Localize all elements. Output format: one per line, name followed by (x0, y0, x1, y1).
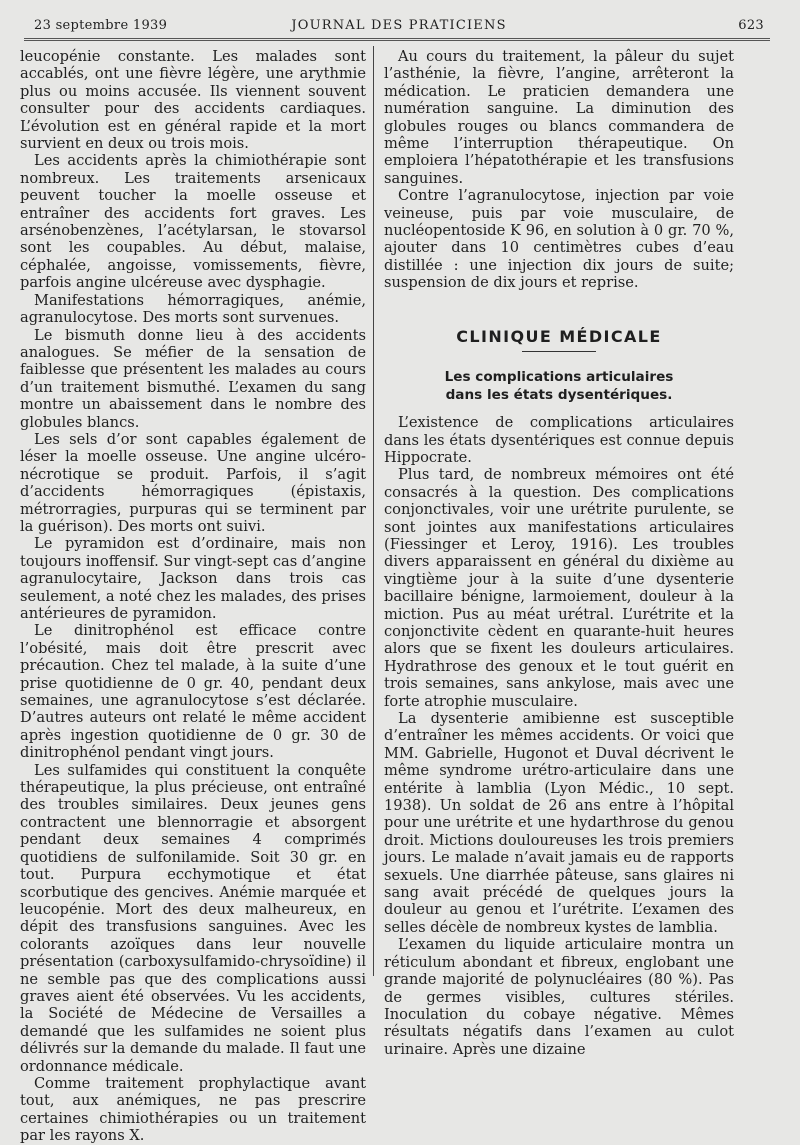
section-rule (522, 351, 596, 352)
header-page-number: 623 (738, 18, 764, 33)
running-header (34, 16, 764, 38)
right-column (384, 48, 734, 1058)
header-journal-title: JOURNAL DES PRATICIENS (291, 18, 507, 33)
paragraph: Manifestations hémorragiques, anémie, agranulocytose. Des morts sont survenues. (20, 291, 366, 327)
article-title-line: Les complications articulaires (444, 369, 674, 386)
column-divider (373, 46, 374, 976)
paragraph: Plus tard, de nombreux mémoires ont été consacrés à la question. Des complications conjonctivales, voir une urétrite purulente, se sont jointes aux manifestations articulaires (Fiessinger et Leroy, 1916). Les troubles divers apparaissent en général du dixième au vingtième jour à la suite d’une dysenterie bacillaire bénigne, larmoiement, douleur à la miction. Pus au méat urétral. L’urétrite et la conjonctivite cèdent en quarante-huit heures alors que se fixent les douleurs articulaires. Hydrathrose des genoux et le tout guérit en trois semaines, sans ankylose, mais avec une forte atrophie musculaire. (384, 466, 734, 710)
article-title-line: dans les états dysentériques. (445, 387, 673, 404)
paragraph: Les sulfamides qui constituent la conquête thérapeutique, la plus précieuse, ont entraîné des troubles similaires. Deux jeunes gens contractent une blennorragie et absorgent pendant deux semaines 4 comprimés quotidiens de sulfonilamide. Soit 30 gr. en tout. Purpura ecchymotique et état scorbutique des gencives. Anémie marquée et leucopénie. Mort des deux malheureux, en dépit des transfusions sanguines. Avec les colorants azoïques dans leur nouvelle présentation (carboxysulfamido-chrysoïdine) il ne semble pas que des complications aussi graves aient été observées. Vu les accidents, la Société de Médecine de Versailles a demandé que les sulfamides ne soient plus délivrés sur la demande du malade. Il faut une ordonnance médicale. (20, 761, 366, 1075)
paragraph: leucopénie constante. Les malades sont accablés, ont une fièvre légère, une arythmie plus ou moins accusée. Ils viennent souvent consulter pour des accidents cardiaques. L’évolution est en général rapide et la mort survient en deux ou trois mois. (20, 48, 366, 153)
header-rule (24, 38, 770, 41)
paragraph: Le pyramidon est d’ordinaire, mais non toujours inoffensif. Sur vingt-sept cas d’angine agranulocytaire, Jackson dans trois cas seulement, a noté chez les malades, des prises antérieures de pyramidon. (20, 535, 366, 622)
paragraph: Contre l’agranulocytose, injection par voie veineuse, puis par voie musculaire, de nucléopentoside K 96, en solution à 0 gr. 70 %, ajouter dans 10 centimètres cubes d’eau distillée : une injection dix jours de suite; suspension de dix jours et reprise. (384, 187, 734, 292)
left-column (20, 48, 366, 1145)
paragraph: Comme traitement prophylactique avant tout, aux anémiques, ne pas prescrire certaines chimiothérapies ou un traitement par les rayons X. (20, 1074, 366, 1145)
paragraph: Les sels d’or sont capables également de léser la moelle osseuse. Une angine ulcéro-nécrotique se produit. Parfois, il s’agit d’accidents hémorragiques (épistaxis, métrorragies, purpuras qui se terminent par la guérison). Des morts ont suivi. (20, 430, 366, 535)
paragraph: L’examen du liquide articulaire montra un réticulum abondant et fibreux, englobant une grande majorité de polynucléaires (80 %). Pas de germes visibles, cultures stériles. Inoculation du cobaye négative. Mêmes résultats négatifs dans l’examen au culot urinaire. Après une dizaine (384, 936, 734, 1058)
section-title: CLINIQUE MÉDICALE (456, 326, 662, 346)
paragraph: La dysenterie amibienne est susceptible d’entraîner les mêmes accidents. Or voici que MM. Gabrielle, Hugonot et Duval décrivent le même syndrome urétro-articulaire dans une entérite à lamblia (Lyon Médic., 10 sept. 1938). Un soldat de 26 ans entre à l’hôpital pour une urétrite et une hydarthrose du genou droit. Mictions douloureuses les trois premiers jours. Le malade n’avait jamais eu de rapports sexuels. Une diarrhée pâteuse, sans glaires ni sang avait précédé de quelques jours la douleur au genou et l’urétrite. L’examen des selles décèle de nombreux kystes de lamblia. (384, 710, 734, 936)
paragraph: L’existence de complications articulaires dans les états dysentériques est connue depuis Hippocrate. (384, 414, 734, 466)
paragraph: Au cours du traitement, la pâleur du sujet l’asthénie, la fièvre, l’angine, arrêteront la médication. Le praticien demandera une numération sanguine. La diminution des globules rouges ou blancs commandera de même l’interruption thérapeutique. On emploiera l’hépatothérapie et les transfusions sanguines. (384, 48, 734, 187)
article-title (384, 368, 734, 404)
paragraph: Les accidents après la chimiothérapie sont nombreux. Les traitements arsenicaux peuvent toucher la moelle osseuse et entraîner des accidents fort graves. Les arsénobenzènes, l’acétylarsan, le stovarsol sont les coupables. Au début, malaise, céphalée, angoisse, vomissements, fièvre, parfois angine ulcéreuse avec dysphagie. (20, 152, 366, 292)
paragraph: Le dinitrophénol est efficace contre l’obésité, mais doit être prescrit avec précaution. Chez tel malade, à la suite d’une prise quotidienne de 0 gr. 40, pendant deux semaines, une agranulocytose s’est déclarée. D’autres auteurs ont relaté le même accident après ingestion quotidienne de 0 gr. 30 de dinitrophénol pendant vingt jours. (20, 622, 366, 762)
paragraph: Le bismuth donne lieu à des accidents analogues. Se méfier de la sensation de faiblesse que présentent les malades au cours d’un traitement bismuthé. L’examen du sang montre un abaissement dans le nombre des globules blancs. (20, 326, 366, 431)
header-date: 23 septembre 1939 (34, 18, 168, 33)
